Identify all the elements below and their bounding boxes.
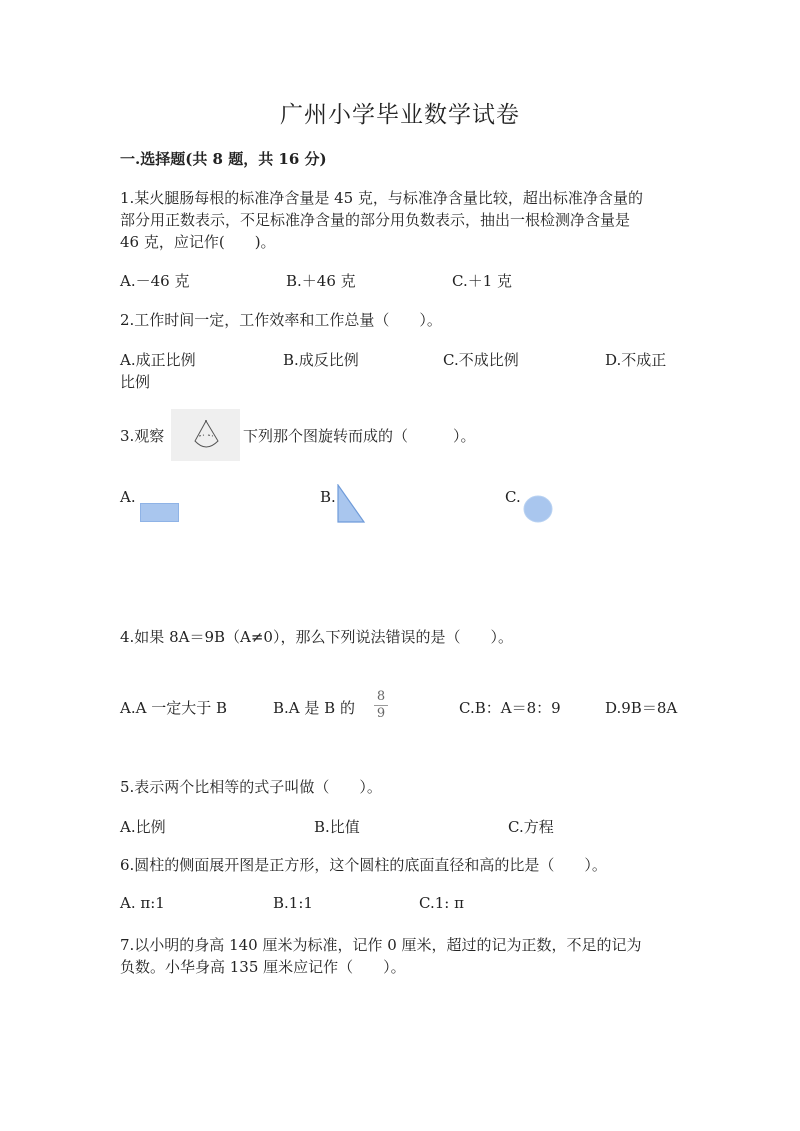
question-2-option-d-wrap: 比例 xyxy=(120,373,151,391)
question-2-option-c: C.不成比例 xyxy=(443,351,519,369)
question-4-line-1: 4.如果 8A＝9B（A≠0），那么下列说法错误的是（ ）。 xyxy=(120,628,513,646)
question-4-option-c: C.B：A＝8：9 xyxy=(459,699,561,717)
question-1-option-b: B.＋46 克 xyxy=(286,272,356,290)
question-1-line-3: 46 克，应记作( )。 xyxy=(120,233,276,251)
question-3-option-b: B. xyxy=(320,488,336,506)
question-1-line-2: 部分用正数表示，不足标准净含量的部分用负数表示，抽出一根检测净含量是 xyxy=(120,211,631,229)
right-triangle-shape xyxy=(337,484,367,524)
question-3-option-a: A. xyxy=(120,488,136,506)
question-4-option-b: B.A 是 B 的 xyxy=(273,699,355,717)
question-5-line-1: 5.表示两个比相等的式子叫做（ ）。 xyxy=(120,778,382,796)
question-4-option-d: D.9B＝8A xyxy=(605,699,678,717)
fraction-numerator: 8 xyxy=(376,689,386,704)
question-2-line-1: 2.工作时间一定，工作效率和工作总量（ ）。 xyxy=(120,311,442,329)
cone-figure xyxy=(171,409,240,461)
question-1-option-a: A.－46 克 xyxy=(120,272,190,290)
question-6-option-a: A. π:1 xyxy=(120,894,165,912)
question-7-line-2: 负数。小华身高 135 厘米应记作（ ）。 xyxy=(120,958,406,976)
question-1-option-c: C.＋1 克 xyxy=(452,272,513,290)
page-title: 广州小学毕业数学试卷 xyxy=(280,102,520,128)
question-6-line-1: 6.圆柱的侧面展开图是正方形，这个圆柱的底面直径和高的比是（ ）。 xyxy=(120,856,607,874)
fraction-eight-ninths xyxy=(373,690,389,721)
question-3-option-c: C. xyxy=(505,488,521,506)
question-3-suffix: 下列那个图旋转而成的（ ）。 xyxy=(243,427,476,445)
question-5-option-a: A.比例 xyxy=(120,818,166,836)
circle-shape xyxy=(521,493,555,525)
question-6-option-c: C.1: π xyxy=(419,894,464,912)
question-4-option-a: A.A 一定大于 B xyxy=(120,699,227,717)
section-heading: 一.选择题(共 8 题，共 16 分) xyxy=(120,150,327,168)
question-2-option-a: A.成正比例 xyxy=(120,351,196,369)
question-1-line-1: 1.某火腿肠每根的标准净含量是 45 克，与标准净含量比较，超出标准净含量的 xyxy=(120,189,643,207)
question-2-option-b: B.成反比例 xyxy=(283,351,359,369)
question-2-option-d: D.不成正 xyxy=(605,351,667,369)
question-5-option-c: C.方程 xyxy=(508,818,554,836)
rectangle-shape xyxy=(140,503,180,523)
cone-icon xyxy=(171,409,240,461)
question-5-option-b: B.比值 xyxy=(314,818,360,836)
question-3-prefix: 3.观察 xyxy=(120,427,165,445)
question-6-option-b: B.1:1 xyxy=(273,894,313,912)
fraction-denominator: 9 xyxy=(376,706,386,721)
question-7-line-1: 7.以小明的身高 140 厘米为标准，记作 0 厘米，超过的记为正数，不足的记为 xyxy=(120,936,642,954)
